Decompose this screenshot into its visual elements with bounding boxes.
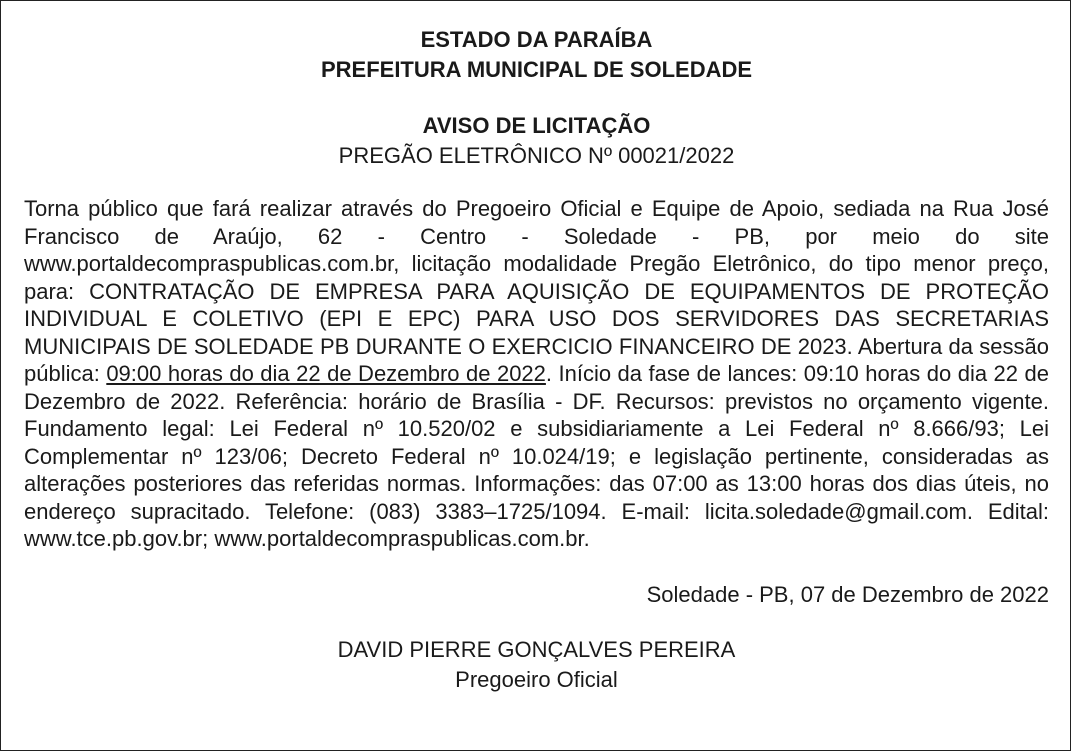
- state-heading: ESTADO DA PARAÍBA: [420, 27, 653, 52]
- opening-time: 09:00 horas do dia 22 de Dezembro de 2022: [106, 361, 546, 386]
- notice-title: AVISO DE LICITAÇÃO: [422, 113, 651, 138]
- notice-content: [24, 25, 1049, 695]
- notice-body: [24, 195, 1049, 553]
- body-text-part1: Torna público que fará realizar através do Pregoeiro Oficial e Equipe de Apoio, sediada na Rua José Francisco de Araújo, 62 - Centro - Soledade - PB, por meio do site www.portaldecompraspublicas.com.br, licitação modalidade Pregão Eletrônico, do tipo menor preço, para: CONTRATAÇÃO DE EMPRESA PARA AQUISIÇÃO DE EQUIPAMENTOS DE PROTEÇÃO INDIVIDUAL E COLETIVO (EPI E EPC) PARA USO DOS SERVIDORES DAS SECRETARIAS MUNICIPAIS DE SOLEDADE PB DURANTE O EXERCICIO FINANCEIRO DE 2023. Abertura da sessão pública:: [24, 196, 1049, 386]
- body-text-part2: . Início da fase de lances: 09:10 horas do dia 22 de Dezembro de 2022. Referência: horário de Brasília - DF. Recursos: previstos no orçamento vigente. Fundamento legal: Lei Federal nº 10.520/02 e subsidiariamente a Lei Federal nº 8.666/93; Lei Complementar nº 123/06; Decreto Federal nº 10.024/19; e legislação pertinente, consideradas as alterações posteriores das referidas normas. Informações: das 07:00 as 13:00 horas dos dias úteis, no endereço supracitado. Telefone: (083) 3383–1725/1094. E-mail: licita.soledade@gmail.com. Edital: www.tce.pb.gov.br; www.portaldecompraspublicas.com.br.: [24, 361, 1049, 551]
- place-date: Soledade - PB, 07 de Dezembro de 2022: [646, 581, 1049, 607]
- signer-name: DAVID PIERRE GONÇALVES PEREIRA: [337, 636, 736, 662]
- notice-subtitle: PREGÃO ELETRÔNICO Nº 00021/2022: [338, 143, 735, 168]
- municipality-heading: PREFEITURA MUNICIPAL DE SOLEDADE: [320, 57, 753, 82]
- signer-role: Pregoeiro Oficial: [455, 666, 618, 692]
